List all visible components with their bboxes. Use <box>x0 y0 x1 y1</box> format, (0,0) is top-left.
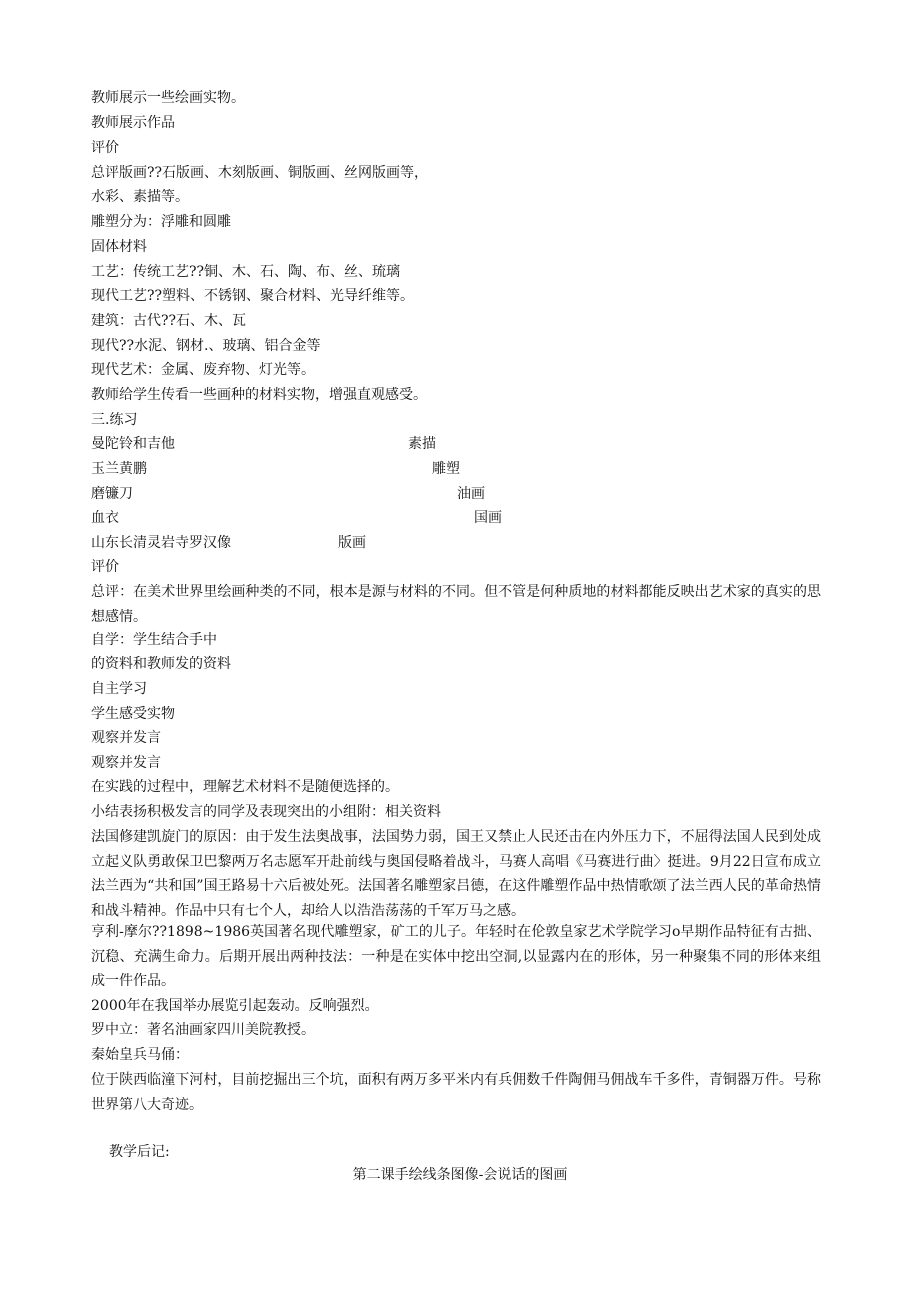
exercise-pair <box>91 483 485 505</box>
postscript-label: 教学后记: <box>109 1144 170 1160</box>
exercise-answer: 雕塑 <box>432 461 460 477</box>
text-line: 现代工艺??塑料、不锈钢、聚合材料、光导纤维等。 <box>91 288 415 304</box>
text-line: 教师展示作品 <box>91 115 175 131</box>
arc-de-triomphe-paragraph: 法国修建凯旋门的原因：由于发生法奥战事，法国势力弱，国王又禁止人民还击在内外压力下，不屈得法国人民到处成立起义队勇敢保卫巴黎两万名志愿军开赴前线与奥国侵略着战斗，马赛人高唱《马赛进行曲〉挺进。9月22日宣布成立法兰西为“共和国”国王路易十六后被处死。法国著名雕塑家吕德，在这件雕塑作品中热情歌颂了法兰西人民的革命热情和战斗精神。作品中只有七个人，却给人以浩浩荡荡的千军万马之感。 <box>91 829 821 919</box>
text-line: 固体材料 <box>91 239 147 255</box>
text-line: 现代艺术：金属、废弃物、灯光等。 <box>91 362 315 378</box>
text-line: 评价 <box>91 140 119 156</box>
text-line: 2000年在我国举办展览引起轰动。反响强烈。 <box>91 998 379 1014</box>
text-line: 现代??水泥、钢材.、玻璃、铝合金等 <box>91 338 321 354</box>
exercise-item: 磨镰刀 <box>91 486 133 502</box>
text-line: 教师给学生传看一些画种的材料实物，增强直观感受。 <box>91 387 427 403</box>
exercise-pair <box>91 532 366 554</box>
text-line: 小结表扬积极发言的同学及表现突出的小组附：相关资料 <box>91 804 441 820</box>
text-line: 秦始皇兵马俑： <box>91 1047 189 1063</box>
exercise-item: 玉兰黄鹏 <box>91 461 147 477</box>
terracotta-paragraph: 位于陕西临潼下河村，目前挖掘出三个坑，面积有两万多平米内有兵佣数千件陶佣马佣战车千多件，青铜器万件。号称世界第八大奇迹。 <box>91 1072 821 1113</box>
text-line: 自主学习 <box>91 681 147 697</box>
text-line: 自学：学生结合手中 <box>91 632 217 648</box>
exercise-answer: 素描 <box>408 436 436 452</box>
section-heading: 三.练习 <box>91 412 138 428</box>
text-line: 教师展示一些绘画实物。 <box>91 90 245 106</box>
exercise-pair <box>91 458 460 480</box>
text-line: 罗中立：著名油画家四川美院教授。 <box>91 1022 315 1038</box>
exercise-item: 曼陀铃和吉他 <box>91 436 175 452</box>
text-line: 的资料和教师发的资料 <box>91 656 231 672</box>
exercise-pair <box>91 507 502 529</box>
eval-label: 评价 <box>91 559 119 575</box>
text-line: 水彩、素描等。 <box>91 189 189 205</box>
exercise-answer: 国画 <box>474 510 502 526</box>
text-line: 总评版画??石版画、木刻版画、铜版画、丝网版画等， <box>91 165 429 181</box>
henry-moore-paragraph: 亨利-摩尔??1898~1986英国著名现代雕塑家，矿工的儿子。年轻时在伦敦皇家艺术学院学习o早期作品特征有古拙、沉稳、充满生命力。后期开展出两种技法：一种是在实体中挖出空洞,以显露内在的形体，另一种聚集不同的形体来组成一件作品。 <box>91 924 821 989</box>
exercise-item: 山东长清灵岩寺罗汉像 <box>91 535 231 551</box>
text-line: 观察并发言 <box>91 730 161 746</box>
exercise-answer: 版画 <box>338 535 366 551</box>
text-line: 雕塑分为：浮雕和圆雕 <box>91 214 231 230</box>
text-line: 建筑：古代??石、木、瓦 <box>91 313 247 329</box>
text-line: 在实践的过程中，理解艺术材料不是随便选择的。 <box>91 779 399 795</box>
summary-paragraph: 总评：在美术世界里绘画种类的不同，根本是源与材料的不同。但不管是何种质地的材料都能反映出艺术家的真实的思想感情。 <box>91 584 821 625</box>
text-line: 工艺：传统工艺??铜、木、石、陶、布、丝、琉璃 <box>91 264 401 280</box>
exercise-answer: 油画 <box>457 486 485 502</box>
next-lesson-title: 第二课手绘线条图像-会说话的图画 <box>352 1167 568 1183</box>
text-line: 观察并发言 <box>91 755 161 771</box>
exercise-item: 血衣 <box>91 510 119 526</box>
exercise-pair <box>91 433 436 455</box>
text-line: 学生感受实物 <box>91 706 175 722</box>
